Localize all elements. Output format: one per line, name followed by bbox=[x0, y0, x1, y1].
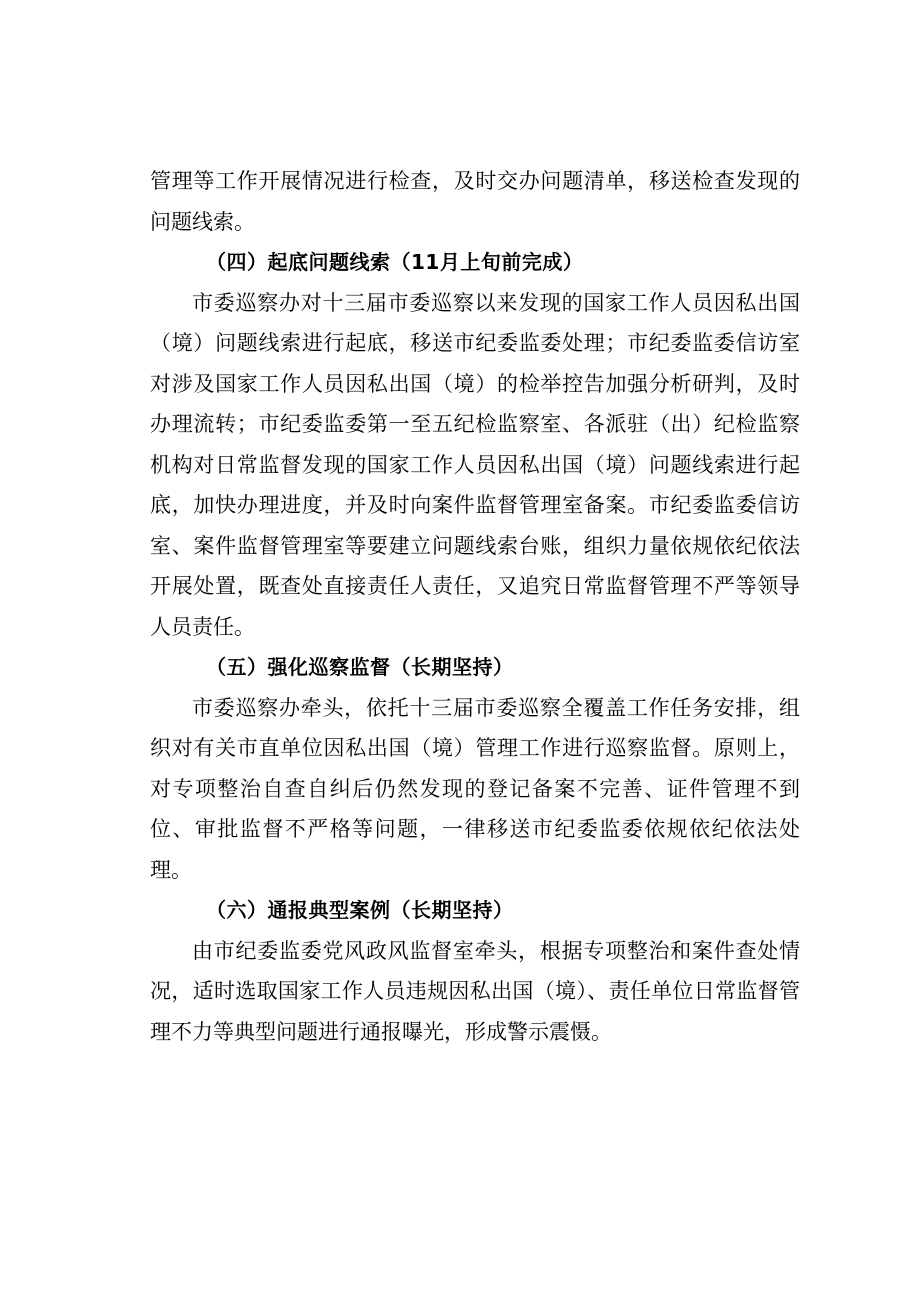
paragraph-section-4: 市委巡察办对十三届市委巡察以来发现的国家工作人员因私出国（境）问题线索进行起底，移送市纪委监委处理；市纪委监委信访室对涉及国家工作人员因私出国（境）的检举控告加强分析研判，及时办理流转；市纪委监委第一至五纪检监察室、各派驻（出）纪检监察机构对日常监督发现的国家工作人员因私出国（境）问题线索进行起底，加快办理进度，并及时向案件监督管理室备案。市纪委监委信访室、案件监督管理室等要建立问题线索台账，组织力量依规依纪依法开展处置，既查处直接责任人责任，又追究日常监督管理不严等领导人员责任。 bbox=[150, 290, 800, 639]
section-heading-5: （五）强化巡察监督（长期坚持） bbox=[206, 655, 514, 679]
section-heading-4: （四）起底问题线索（11月上旬前完成） bbox=[206, 250, 584, 274]
section-heading-6: （六）通报典型案例（长期坚持） bbox=[206, 898, 514, 922]
paragraph-section-6: 由市纪委监委党风政风监督室牵头，根据专项整治和案件查处情况，适时选取国家工作人员违规因私出国（境）、责任单位日常监督管理不力等典型问题进行通报曝光，形成警示震慑。 bbox=[150, 938, 800, 1044]
document-body bbox=[150, 161, 800, 1052]
paragraph-section-5: 市委巡察办牵头，依托十三届市委巡察全覆盖工作任务安排，组织对有关市直单位因私出国（境）管理工作进行巡察监督。原则上，对专项整治自查自纠后仍然发现的登记备案不完善、证件管理不到位、审批监督不严格等问题，一律移送市纪委监委依规依纪依法处理。 bbox=[150, 695, 800, 882]
paragraph-continuation: 管理等工作开展情况进行检查，及时交办问题清单，移送检查发现的问题线索。 bbox=[150, 169, 800, 234]
